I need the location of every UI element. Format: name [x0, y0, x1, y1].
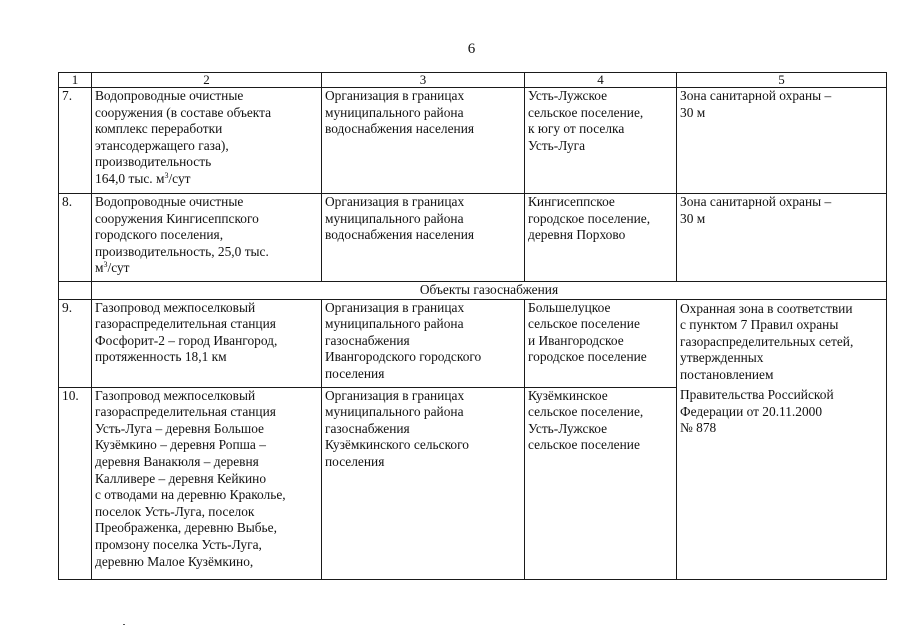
object-line: деревню Малое Кузёмкино,	[95, 553, 254, 569]
purpose-line: газоснабжения	[325, 332, 410, 348]
object-cell	[92, 299, 322, 387]
capacity-exponent: 3	[164, 170, 169, 180]
object-line: Преображенка, деревню Выбье,	[95, 520, 277, 536]
location-line: к югу от поселка	[528, 121, 625, 137]
zone-line: Зона санитарной охраны –	[680, 88, 832, 103]
purpose-line: муниципального района	[325, 210, 464, 226]
object-line: Газопровод межпоселковый	[95, 387, 256, 403]
purpose-line: газоснабжения	[325, 420, 410, 436]
zone-line: газораспределительных сетей,	[680, 333, 854, 349]
location-cell	[525, 194, 677, 282]
capacity-unit: /сут	[107, 260, 130, 276]
location-line: городское поселение	[528, 349, 647, 365]
purpose-line: поселения	[325, 453, 385, 469]
capacity-value: 164,0 тыс. м	[95, 170, 165, 186]
purpose-line: Кузёмкинского сельского	[325, 437, 469, 453]
column-header: 2	[92, 73, 322, 88]
purpose-line: водоснабжения населения	[325, 121, 475, 137]
object-line: городского поселения,	[95, 227, 224, 243]
object-line: Водопроводные очистные	[95, 194, 244, 209]
zone-line: 30 м	[680, 210, 706, 226]
column-header: 5	[677, 73, 887, 88]
object-line: производительность, 25,0 тыс.	[95, 243, 269, 259]
table-row	[59, 194, 887, 282]
location-cell	[525, 299, 677, 387]
row-number: 7.	[59, 88, 92, 194]
purpose-line: Организация в границах	[325, 299, 465, 315]
object-line: Кузёмкино – деревня Ропша –	[95, 437, 266, 453]
object-line: протяженность 18,1 км	[95, 349, 227, 365]
zone-line: 30 м	[680, 104, 706, 120]
capacity-unit: /сут	[168, 170, 191, 186]
purpose-cell	[322, 194, 525, 282]
location-line: Усть-Луга	[528, 137, 586, 153]
location-line: Кингисеппское	[528, 194, 615, 209]
row-number: 9.	[59, 299, 92, 387]
location-line: Усть-Лужское	[528, 88, 608, 103]
column-header: 3	[322, 73, 525, 88]
location-line: и Ивангородское	[528, 332, 624, 348]
location-line: Усть-Лужское	[528, 420, 608, 436]
location-line: сельское поселение	[528, 437, 640, 453]
column-header: 4	[525, 73, 677, 88]
object-line: Газопровод межпоселковый	[95, 299, 256, 315]
object-line: производительность	[95, 154, 212, 170]
capacity-exponent: 3	[103, 260, 108, 270]
zone-line: Зона санитарной охраны –	[680, 194, 832, 209]
purpose-line: поселения	[325, 365, 385, 381]
zone-cell	[677, 299, 887, 387]
zone-line: Правительства Российской	[680, 387, 834, 403]
purpose-cell	[322, 88, 525, 194]
location-line: сельское поселение,	[528, 404, 644, 420]
object-line: Калливере – деревня Кейкино	[95, 470, 267, 486]
zone-cell	[677, 194, 887, 282]
page-number: 6	[467, 41, 476, 57]
zone-line: утвержденных	[680, 350, 764, 366]
object-line: Водопроводные очистные	[95, 88, 244, 103]
purpose-line: муниципального района	[325, 316, 464, 332]
capacity-line	[95, 260, 318, 277]
purpose-line: Ивангородского городского	[325, 349, 482, 365]
section-number-cell	[59, 282, 92, 300]
zone-cell	[677, 88, 887, 194]
table-row	[59, 88, 887, 194]
object-line: сооружения (в составе объекта	[95, 104, 272, 120]
location-cell	[525, 88, 677, 194]
location-line: сельское поселение,	[528, 104, 644, 120]
purpose-line: водоснабжения населения	[325, 227, 475, 243]
object-cell	[92, 387, 322, 579]
object-cell	[92, 194, 322, 282]
purpose-line: Организация в границах	[325, 194, 465, 209]
location-line: городское поселение,	[528, 210, 651, 226]
location-line: Большелуцкое	[528, 299, 611, 315]
purpose-line: Организация в границах	[325, 88, 465, 103]
location-line: деревня Порхово	[528, 227, 626, 243]
zone-cell	[677, 387, 887, 579]
purpose-line: муниципального района	[325, 104, 464, 120]
object-line: Усть-Луга – деревня Большое	[95, 420, 265, 436]
object-line: сооружения Кингисеппского	[95, 210, 259, 226]
document-table	[58, 72, 887, 580]
object-line: газораспределительная станция	[95, 404, 276, 420]
capacity-line	[95, 171, 318, 188]
object-line: этансодержащего газа),	[95, 137, 229, 153]
zone-line: постановлением	[680, 366, 774, 382]
row-number: 10.	[59, 387, 92, 579]
object-line: с отводами на деревню Краколье,	[95, 487, 286, 503]
object-line: газораспределительная станция	[95, 316, 276, 332]
purpose-cell	[322, 387, 525, 579]
object-line: комплекс переработки	[95, 121, 223, 137]
location-line: сельское поселение	[528, 316, 640, 332]
object-cell	[92, 88, 322, 194]
purpose-cell	[322, 299, 525, 387]
zone-line: № 878	[680, 420, 717, 436]
table-row	[59, 299, 887, 387]
section-title: Объекты газоснабжения	[92, 282, 887, 300]
zone-line: Федерации от 20.11.2000	[680, 403, 823, 419]
purpose-line: Организация в границах	[325, 387, 465, 403]
object-line: поселок Усть-Луга, поселок	[95, 503, 255, 519]
capacity-value: м	[95, 260, 104, 276]
purpose-line: муниципального района	[325, 404, 464, 420]
object-line: промзону поселка Усть-Луга,	[95, 536, 262, 552]
object-line: Фосфорит-2 – город Ивангород,	[95, 332, 278, 348]
table-row	[59, 387, 887, 579]
scan-speck	[123, 624, 125, 625]
section-row	[59, 282, 887, 300]
location-line: Кузёмкинское	[528, 387, 608, 403]
row-number: 8.	[59, 194, 92, 282]
location-cell	[525, 387, 677, 579]
zone-line: с пунктом 7 Правил охраны	[680, 317, 839, 333]
zone-line: Охранная зона в соответствии	[680, 300, 853, 316]
column-header: 1	[59, 73, 92, 88]
object-line: деревня Ванакюля – деревня	[95, 453, 259, 469]
column-number-row	[59, 73, 887, 88]
